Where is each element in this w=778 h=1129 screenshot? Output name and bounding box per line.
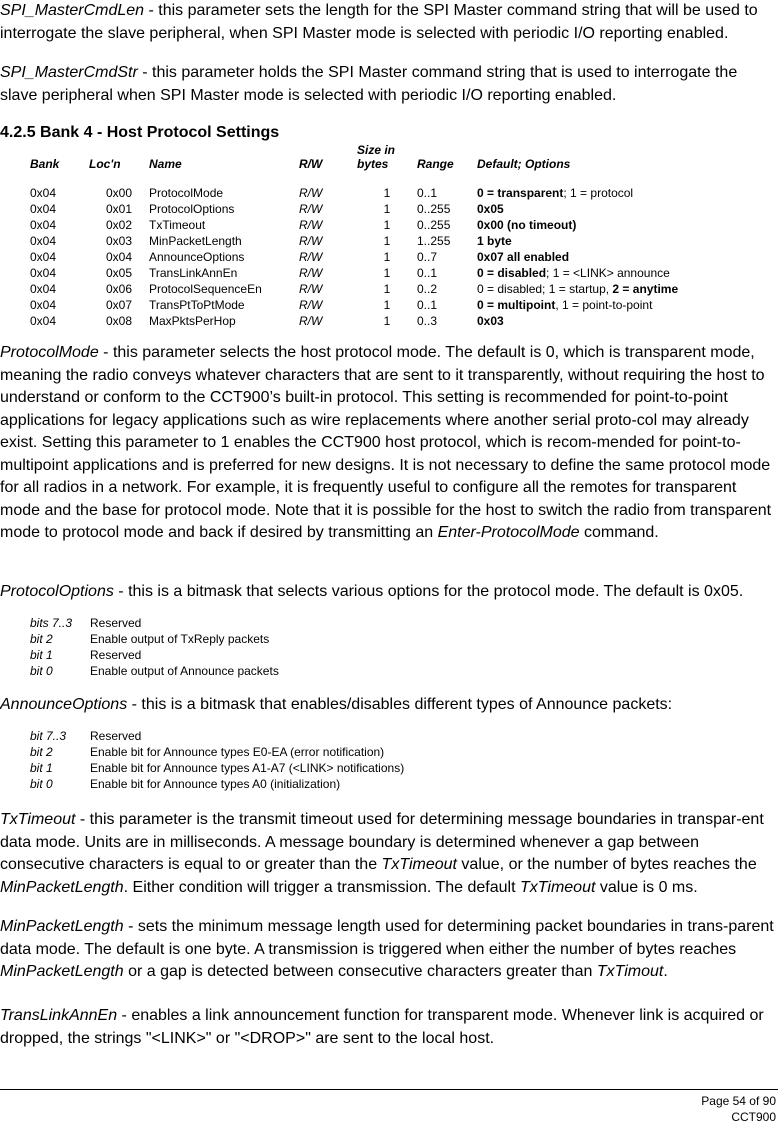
cell-name: AnnounceOptions	[149, 250, 245, 264]
cell-range: 0..1	[417, 186, 438, 200]
cell-bank: 0x04	[30, 266, 57, 280]
cell-range: 0..2	[417, 282, 438, 296]
cell-location: 0x05	[105, 266, 133, 280]
list-item: bit 1 Reserved	[30, 648, 142, 662]
cell-rw: R/W	[299, 266, 323, 280]
cell-rw: R/W	[299, 282, 323, 296]
table-row	[30, 232, 737, 248]
table-row	[30, 296, 737, 312]
cell-default: 0 = multipoint, 1 = point-to-point	[477, 298, 653, 312]
cell-size: 1	[383, 282, 391, 296]
cell-location: 0x08	[105, 314, 133, 328]
bank4-settings-table	[30, 143, 737, 328]
cell-location: 0x07	[105, 298, 133, 312]
cell-bank: 0x04	[30, 250, 57, 264]
cell-rw: R/W	[299, 202, 323, 216]
cell-default: 0x05	[477, 202, 504, 216]
col-default: Default; Options	[477, 157, 571, 171]
announce-options-bits	[30, 728, 404, 792]
spi-cmdstr-paragraph: SPI_MasterCmdStr - this parameter holds the SPI Master command string that is used to interrogate the slave peripheral when SPI Master mode is selected with periodic I/O reporting enabled.	[0, 64, 738, 104]
page-number: Page 54 of 90	[701, 1094, 776, 1108]
protocol-mode-paragraph: ProtocolMode - this parameter selects the host protocol mode. The default is 0, which is transparent mode, meaning the radio conveys whatever characters that are sent to it transparently, without requiring the host to understand or conform to the CCT900’s built-in protocol. This setting is recommended for point-to-point applications for legacy applications such as wire replacements where another serial proto-col may already exist. Setting this parameter to 1 enables the CCT900 host protocol, which is recom-mended for point-to-multipoint applications and is preferred for new designs. It is not necessary to define the same protocol mode for all radios in a network. For example, it is frequently useful to configure all the remotes for transparent mode and the base for protocol mode. Note that it is possible for the host to switch the radio from transparent mode to protocol mode and back if desired by transmitting an Enter-ProtocolMode command.	[0, 344, 772, 541]
cell-size: 1	[383, 266, 391, 280]
col-size: Size in bytes	[357, 143, 396, 171]
list-item: bit 2 Enable output of TxReply packets	[30, 632, 270, 646]
cell-size: 1	[383, 202, 391, 216]
term: SPI_MasterCmdStr	[0, 64, 138, 81]
table-row	[30, 216, 737, 232]
cell-rw: R/W	[299, 250, 323, 264]
cell-bank: 0x04	[30, 314, 57, 328]
protocol-options-bits	[30, 615, 279, 679]
cell-bank: 0x04	[30, 282, 57, 296]
term: ProtocolOptions	[0, 583, 114, 600]
cell-range: 0..255	[417, 218, 451, 232]
cell-bank: 0x04	[30, 218, 57, 232]
term: MinPacketLength	[0, 918, 124, 935]
cell-name: TxTimeout	[149, 218, 206, 232]
cell-size: 1	[383, 298, 391, 312]
list-item: bit 0 Enable bit for Announce types A0 (initialization)	[30, 777, 341, 791]
cell-size: 1	[383, 218, 391, 232]
cell-rw: R/W	[299, 298, 323, 312]
list-item: bit 7..3 Reserved	[30, 729, 142, 743]
tx-timeout-paragraph: TxTimeout - this parameter is the transmit timeout used for determining message boundaries in transpar-ent data mode. Units are in milliseconds. A message boundary is determined whenever a gap between consecutive characters is equal to or greater than the TxTimeout value, or the number of bytes reaches the MinPacketLength. Either condition will trigger a transmission. The default TxTimeout value is 0 ms.	[0, 811, 764, 896]
cell-bank: 0x04	[30, 234, 57, 248]
term: TransLinkAnnEn	[0, 1007, 118, 1024]
cell-size: 1	[383, 186, 391, 200]
cell-size: 1	[383, 234, 391, 248]
cell-name: MaxPktsPerHop	[149, 314, 236, 328]
cell-name: ProtocolMode	[149, 186, 224, 200]
col-range: Range	[417, 157, 454, 171]
term: AnnounceOptions	[0, 696, 128, 713]
document-name: CCT900	[731, 1110, 776, 1124]
announce-options-paragraph: AnnounceOptions - this is a bitmask that enables/disables different types of Announce packets:	[0, 696, 673, 713]
cell-range: 0..1	[417, 266, 438, 280]
term: ProtocolMode	[0, 344, 99, 361]
list-item: bit 1 Enable bit for Announce types A1-A7 (<LINK> notifications)	[30, 761, 405, 775]
protocol-options-paragraph: ProtocolOptions - this is a bitmask that selects various options for the protocol mode. The default is 0x05.	[0, 583, 744, 600]
list-item: bit 0 Enable output of Announce packets	[30, 664, 279, 678]
cell-location: 0x01	[105, 202, 133, 216]
term: TxTimeout	[0, 811, 76, 828]
cell-name: TransLinkAnnEn	[149, 266, 238, 280]
list-item: bits 7..3 Reserved	[30, 616, 142, 630]
cell-bank: 0x04	[30, 298, 57, 312]
cell-bank: 0x04	[30, 186, 57, 200]
section-heading: 4.2.5 Bank 4 - Host Protocol Settings	[0, 124, 280, 141]
table-row	[30, 200, 737, 216]
cell-default: 0x00 (no timeout)	[477, 218, 577, 232]
trans-link-paragraph: TransLinkAnnEn - enables a link announcement function for transparent mode. Whenever link is acquired or dropped, the strings "<LINK>" or "<DROP>" are sent to the local host.	[0, 1007, 764, 1047]
cell-default: 0 = transparent; 1 = protocol	[477, 186, 634, 200]
table-row	[30, 312, 737, 328]
cell-location: 0x02	[105, 218, 133, 232]
cell-rw: R/W	[299, 314, 323, 328]
cell-default: 0x03	[477, 314, 504, 328]
cell-range: 0..7	[417, 250, 438, 264]
cell-name: ProtocolSequenceEn	[149, 282, 262, 296]
cell-range: 0..255	[417, 202, 451, 216]
cell-default: 0x07 all enabled	[477, 250, 570, 264]
col-rw: R/W	[299, 157, 323, 171]
cell-default: 1 byte	[477, 234, 512, 248]
cell-range: 0..3	[417, 314, 438, 328]
col-location: Loc'n	[89, 157, 121, 171]
cell-location: 0x06	[105, 282, 133, 296]
spi-cmdlen-paragraph: SPI_MasterCmdLen - this parameter sets the length for the SPI Master command string that will be used to interrogate the slave peripheral, when SPI Master mode is selected with periodic I/O reporting enabled.	[0, 2, 758, 42]
col-name: Name	[149, 157, 182, 171]
cell-default: 0 = disabled; 1 = startup, 2 = anytime	[477, 282, 679, 296]
cell-bank: 0x04	[30, 202, 57, 216]
table-row	[30, 264, 737, 280]
cell-name: ProtocolOptions	[149, 202, 235, 216]
cell-default: 0 = disabled; 1 = <LINK> announce	[477, 266, 670, 280]
cell-rw: R/W	[299, 218, 323, 232]
col-bank: Bank	[30, 157, 60, 171]
term: SPI_MasterCmdLen	[0, 2, 145, 19]
cell-range: 0..1	[417, 298, 438, 312]
table-row	[30, 184, 737, 200]
footer-divider	[0, 1089, 778, 1090]
cell-size: 1	[383, 314, 391, 328]
cell-name: TransPtToPtMode	[149, 298, 245, 312]
table-row	[30, 280, 737, 296]
table-row	[30, 248, 737, 264]
min-packet-length-paragraph: MinPacketLength - sets the minimum message length used for determining packet boundaries in trans-parent data mode. The default is one byte. A transmission is triggered when either the number of bytes reaches MinPacketLength or a gap is detected between consecutive characters greater than TxTimout.	[0, 918, 774, 980]
cell-location: 0x04	[105, 250, 133, 264]
cell-rw: R/W	[299, 234, 323, 248]
table-body	[30, 171, 737, 328]
cell-location: 0x03	[105, 234, 133, 248]
cell-range: 1..255	[417, 234, 451, 248]
cell-size: 1	[383, 250, 391, 264]
cell-rw: R/W	[299, 186, 323, 200]
list-item: bit 2 Enable bit for Announce types E0-EA (error notification)	[30, 745, 385, 759]
cell-name: MinPacketLength	[149, 234, 242, 248]
cell-location: 0x00	[105, 186, 133, 200]
